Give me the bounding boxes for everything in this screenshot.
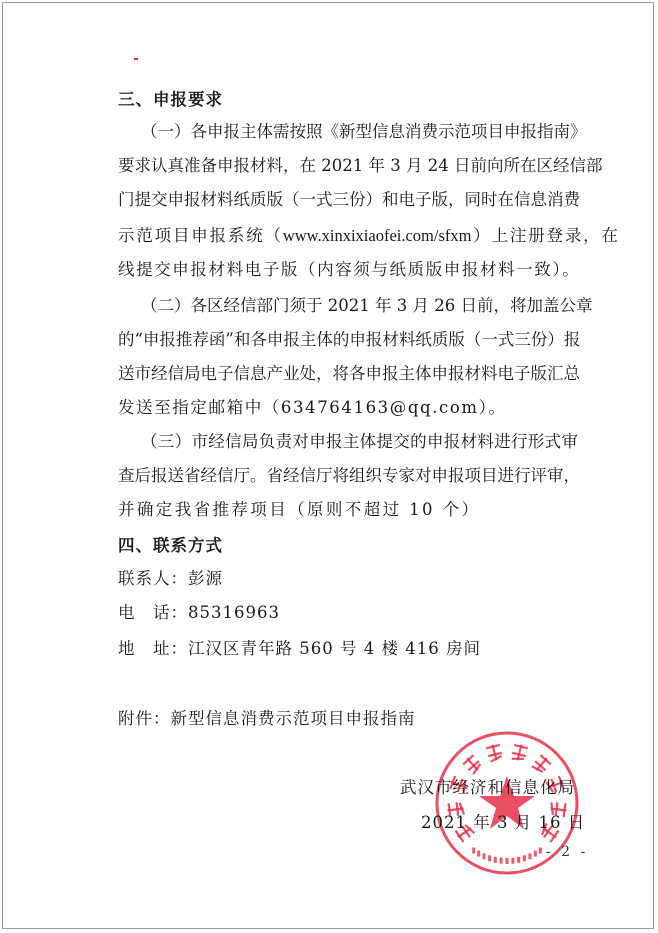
seal-code-mark (523, 855, 526, 861)
paragraph-line: 发送至指定邮箱中（634764163@qq.com）。 (118, 398, 507, 417)
seal-code-mark (477, 851, 480, 857)
contact-person: 联系人：彭源 (118, 569, 223, 588)
seal-code-mark (506, 858, 509, 864)
seal-code-mark (529, 853, 532, 859)
signature-organization: 武汉市经济和信息化局 (400, 778, 575, 797)
signature-date: 2021 年 3 月 16 日 (421, 813, 586, 832)
section-heading-requirements: 三、申报要求 (118, 90, 223, 109)
seal-glyph-mark (486, 743, 503, 762)
paragraph-line: 查后报送省经信厅。省经信厅将组织专家对申报项目进行评审， (118, 466, 580, 485)
page-number: - 2 - (546, 844, 589, 860)
seal-glyph-mark (511, 743, 528, 762)
paragraph-line: 门提交申报材料纸质版（一式三份）和电子版，同时在信息消费 (118, 190, 580, 209)
paragraph-line: （二）各区经信部门须于 2021 年 3 月 26 日前，将加盖公章 (141, 296, 593, 315)
seal-code-mark (494, 857, 497, 863)
paragraph-line: 并确定我省推荐项目（原则不超过 10 个） (118, 500, 481, 519)
paragraph-line: 送市经信局电子信息产业处，将各申报主体申报材料电子版汇总 (118, 364, 580, 383)
section-heading-contact: 四、联系方式 (118, 536, 223, 555)
attachment-note: 附件：新型信息消费示范项目申报指南 (118, 709, 416, 728)
seal-glyph-mark (462, 754, 483, 775)
seal-code-mark (472, 848, 475, 854)
seal-code-mark (488, 855, 491, 861)
seal-code-mark (500, 858, 503, 864)
seal-code-mark (534, 851, 537, 857)
paragraph-line: （三）市经信局负责对申报主体提交的申报材料进行形式审 (141, 432, 578, 451)
seal-code-mark (511, 858, 514, 864)
paragraph-line: 要求认真准备申报材料，在 2021 年 3 月 24 日前向所在区经信部 (118, 156, 603, 175)
contact-phone: 电 话：85316963 (118, 603, 280, 622)
seal-code-mark (539, 848, 542, 854)
seal-glyph-mark (531, 754, 552, 775)
contact-address: 地 址：江汉区青年路 560 号 4 楼 416 房间 (118, 639, 481, 658)
seal-code-mark (483, 853, 486, 859)
paragraph-line: 线提交申报材料电子版（内容须与纸质版申报材料一致）。 (118, 260, 581, 279)
scan-mark (134, 58, 138, 60)
paragraph-line: 示范项目申报系统（www.xinxixiaofei.com/sfxm）上注册登录，在 (118, 226, 618, 245)
paragraph-line: 的“申报推荐函”和各申报主体的申报材料纸质版（一式三份）报 (118, 330, 581, 349)
seal-code-mark (517, 857, 520, 863)
paragraph-line: （一）各申报主体需按照《新型信息消费示范项目申报指南》 (141, 122, 587, 141)
